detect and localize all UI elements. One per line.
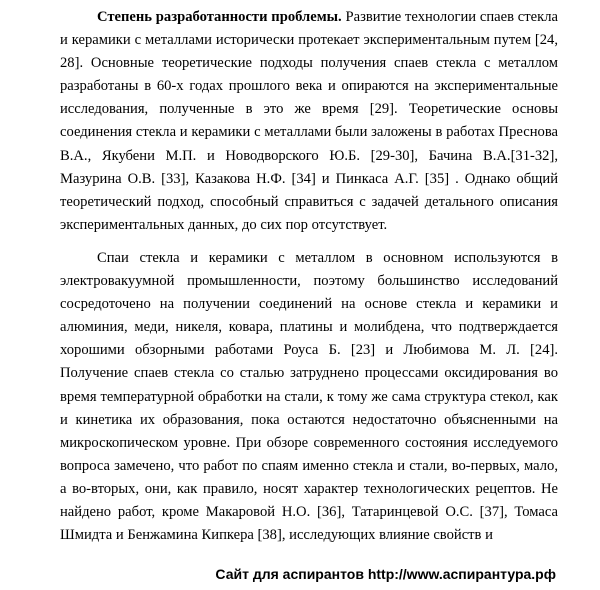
paragraph-text: Развитие технологии спаев стекла и керамики с металлами исторически протекает экспериментальным путем [24, 28]. Основные теоретические подходы получения спаев стекла с металлом разработаны в 60-х годах прошлого века и опираются на экспериментальные исследования, полученные в это же время [29]. Теоретические основы соединения стекла и керамики с металлами были заложены в работах Преснова В.А., Якубени М.П. и Новодворского Ю.Б. [29-30], Бачина В.А.[31-32], Мазурина О.В. [33], Казакова Н.Ф. [34] и Пинкаса А.Г. [35] . Однако общий теоретический подход, способный справиться с задачей детального описания экспериментальных данных, до сих пор отсутствует. (60, 9, 558, 233)
paragraph-problem-elaboration (60, 6, 558, 237)
paragraph-glass-metal-seals (60, 247, 558, 547)
site-watermark: Сайт для аспирантов http://www.аспирантура.рф (215, 566, 556, 582)
document-page (60, 6, 558, 547)
paragraph-lead-heading: Степень разработанности проблемы. (97, 9, 342, 25)
paragraph-text: Спаи стекла и керамики с металлом в основном используются в электровакуумной промышленности, поэтому большинство исследований сосредоточено на получении соединений на основе стекла и керамики и алюминия, меди, никеля, ковара, платины и молибдена, что подтверждается хорошими обзорными работами Роуса Б. [23] и Любимова М. Л. [24]. Получение спаев стекла со сталью затруднено процессами оксидирования во время температурной обработки на стали, к тому же сама структура стекол, как и кинетика их образования, пока остаются недостаточно объясненными на микроскопическом уровне. При обзоре современного состояния исследуемого вопроса замечено, что работ по спаям именно стекла и стали, во-первых, мало, а во-вторых, они, как правило, носят характер технологических рецептов. Не найдено работ, кроме Макаровой Н.О. [36], Татаринцевой О.С. [37], Томаса Шмидта и Бенжамина Кипкера [38], исследующих влияние свойств и (60, 249, 558, 544)
